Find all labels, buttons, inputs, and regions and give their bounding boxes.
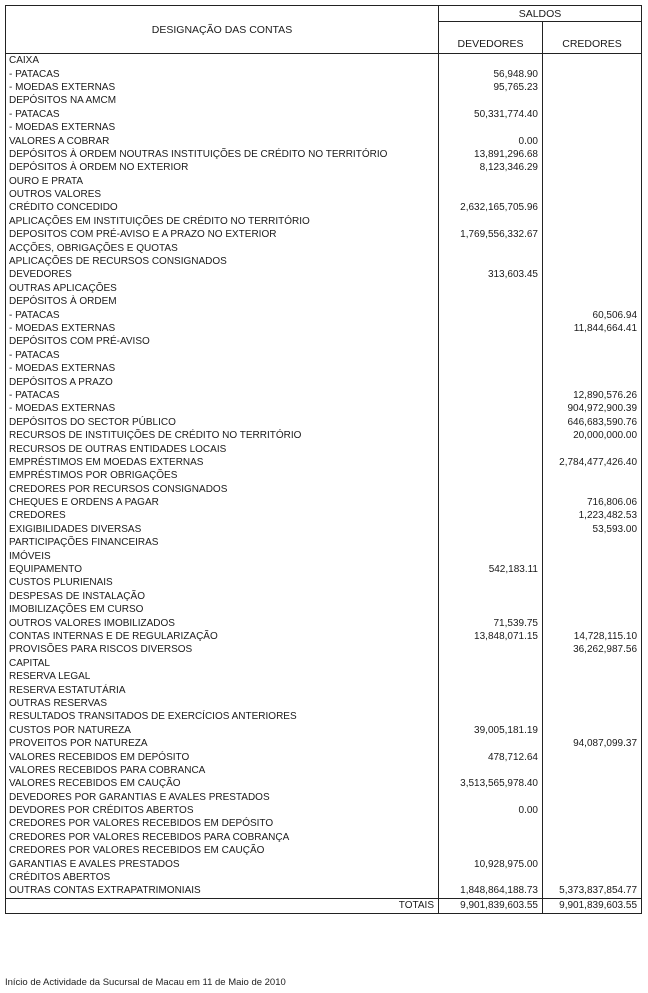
account-name: RESERVA ESTATUTÁRIA: [6, 683, 439, 696]
account-name: APLICAÇÕES DE RECURSOS CONSIGNADOS: [6, 255, 439, 268]
credit-value: [543, 857, 642, 870]
credit-value: [543, 483, 642, 496]
debit-value: [439, 282, 543, 295]
table-row: [6, 402, 642, 415]
credit-value: [543, 697, 642, 710]
credit-value: 11,844,664.41: [543, 322, 642, 335]
table-row: [6, 228, 642, 241]
account-name: CRÉDITO CONCEDIDO: [6, 201, 439, 214]
account-name: PARTICIPAÇÕES FINANCEIRAS: [6, 536, 439, 549]
account-name: DEPÓSITOS À ORDEM: [6, 295, 439, 308]
balance-sheet: [5, 5, 641, 914]
account-name: CREDORES POR VALORES RECEBIDOS PARA COBRANÇA: [6, 831, 439, 844]
credit-value: 60,506.94: [543, 308, 642, 321]
table-row: [6, 630, 642, 643]
debit-value: [439, 790, 543, 803]
credit-value: [543, 670, 642, 683]
debit-value: 313,603.45: [439, 268, 543, 281]
table-row: [6, 790, 642, 803]
debit-value: [439, 175, 543, 188]
debit-value: [439, 576, 543, 589]
account-name: RECURSOS DE INSTITUIÇÕES DE CRÉDITO NO TERRITÓRIO: [6, 429, 439, 442]
table-row: [6, 201, 642, 214]
debit-value: 13,848,071.15: [439, 630, 543, 643]
table-row: [6, 375, 642, 388]
credit-value: [543, 241, 642, 254]
debit-value: [439, 94, 543, 107]
table-row: [6, 335, 642, 348]
account-name: CREDORES POR VALORES RECEBIDOS EM CAUÇÃO: [6, 844, 439, 857]
credit-value: 2,784,477,426.40: [543, 456, 642, 469]
account-name: DEPÓSITOS NA AMCM: [6, 94, 439, 107]
table-row: [6, 175, 642, 188]
credit-value: [543, 750, 642, 763]
credit-value: [543, 362, 642, 375]
credit-value: 94,087,099.37: [543, 737, 642, 750]
debit-value: 50,331,774.40: [439, 108, 543, 121]
account-name: CAPITAL: [6, 657, 439, 670]
credit-value: [543, 710, 642, 723]
credit-value: [543, 536, 642, 549]
debit-value: [439, 308, 543, 321]
table-row: [6, 804, 642, 817]
account-name: PROVEITOS POR NATUREZA: [6, 737, 439, 750]
account-name: EMPRÉSTIMOS POR OBRIGAÇÕES: [6, 469, 439, 482]
table-row: [6, 81, 642, 94]
account-name: IMÓVEIS: [6, 549, 439, 562]
table-row: [6, 576, 642, 589]
debit-value: [439, 389, 543, 402]
debit-value: 0.00: [439, 134, 543, 147]
debit-value: [439, 509, 543, 522]
debit-value: [439, 844, 543, 857]
credit-value: [543, 349, 642, 362]
table-row: [6, 683, 642, 696]
credit-value: [543, 175, 642, 188]
credit-value: [543, 67, 642, 80]
accounts-table: [5, 5, 642, 914]
account-name: - MOEDAS EXTERNAS: [6, 121, 439, 134]
debit-value: [439, 375, 543, 388]
table-row: [6, 483, 642, 496]
table-row: [6, 670, 642, 683]
debit-value: [439, 710, 543, 723]
debit-value: [439, 349, 543, 362]
table-row: [6, 67, 642, 80]
debit-value: [439, 442, 543, 455]
table-row: [6, 496, 642, 509]
table-row: [6, 108, 642, 121]
debit-value: 1,769,556,332.67: [439, 228, 543, 241]
account-name: CONTAS INTERNAS E DE REGULARIZAÇÃO: [6, 630, 439, 643]
credit-value: [543, 161, 642, 174]
debit-column-header: DEVEDORES: [439, 22, 543, 54]
debit-value: [439, 54, 543, 68]
credit-value: 53,593.00: [543, 523, 642, 536]
debit-value: [439, 549, 543, 562]
table-row: [6, 416, 642, 429]
debit-value: [439, 683, 543, 696]
account-name: CUSTOS POR NATUREZA: [6, 724, 439, 737]
debit-value: [439, 536, 543, 549]
debit-value: [439, 255, 543, 268]
account-name: - MOEDAS EXTERNAS: [6, 402, 439, 415]
account-name: DEPÓSITOS A PRAZO: [6, 375, 439, 388]
table-row: [6, 215, 642, 228]
account-name: - PATACAS: [6, 349, 439, 362]
table-row: [6, 121, 642, 134]
debit-value: [439, 871, 543, 884]
table-row: [6, 764, 642, 777]
table-row: [6, 549, 642, 562]
debit-value: [439, 590, 543, 603]
credit-value: [543, 94, 642, 107]
credit-value: [543, 844, 642, 857]
table-row: [6, 362, 642, 375]
account-name: DEVEDORES: [6, 268, 439, 281]
account-name: OUTROS VALORES IMOBILIZADOS: [6, 616, 439, 629]
debit-value: [439, 121, 543, 134]
debit-value: [439, 241, 543, 254]
table-row: [6, 148, 642, 161]
account-designation-header: DESIGNAÇÃO DAS CONTAS: [6, 6, 439, 54]
account-name: DEPÓSITOS COM PRÉ-AVISO: [6, 335, 439, 348]
debit-value: 2,632,165,705.96: [439, 201, 543, 214]
credit-value: [543, 817, 642, 830]
table-row: [6, 710, 642, 723]
account-name: VALORES RECEBIDOS EM DEPÓSITO: [6, 750, 439, 763]
debit-value: [439, 603, 543, 616]
account-name: ACÇÕES, OBRIGAÇÕES E QUOTAS: [6, 241, 439, 254]
account-name: APLICAÇÕES EM INSTITUIÇÕES DE CRÉDITO NO TERRITÓRIO: [6, 215, 439, 228]
debit-value: [439, 456, 543, 469]
table-row: [6, 616, 642, 629]
credit-value: [543, 121, 642, 134]
table-row: [6, 523, 642, 536]
table-row: [6, 643, 642, 656]
credit-value: [543, 282, 642, 295]
account-name: DEPÓSITOS À ORDEM NOUTRAS INSTITUIÇÕES DE CRÉDITO NO TERRITÓRIO: [6, 148, 439, 161]
debit-value: [439, 817, 543, 830]
table-row: [6, 308, 642, 321]
table-row: [6, 134, 642, 147]
totals-label: TOTAIS: [6, 898, 439, 913]
account-name: CREDORES POR VALORES RECEBIDOS EM DEPÓSITO: [6, 817, 439, 830]
account-name: EXIGIBILIDADES DIVERSAS: [6, 523, 439, 536]
credit-value: [543, 255, 642, 268]
credit-value: [543, 188, 642, 201]
debit-value: [439, 335, 543, 348]
table-row: [6, 94, 642, 107]
debit-value: 8,123,346.29: [439, 161, 543, 174]
credit-value: [543, 871, 642, 884]
credit-value: [543, 831, 642, 844]
credit-value: 20,000,000.00: [543, 429, 642, 442]
table-row: [6, 241, 642, 254]
credit-value: [543, 576, 642, 589]
balances-header: SALDOS: [439, 6, 642, 22]
account-name: OUTRAS CONTAS EXTRAPATRIMONIAIS: [6, 884, 439, 898]
account-name: DEPOSITOS COM PRÉ-AVISO E A PRAZO NO EXTERIOR: [6, 228, 439, 241]
account-name: CUSTOS PLURIENAIS: [6, 576, 439, 589]
account-name: CREDORES: [6, 509, 439, 522]
debit-value: [439, 416, 543, 429]
account-name: CHEQUES E ORDENS A PAGAR: [6, 496, 439, 509]
table-row: [6, 697, 642, 710]
debit-value: [439, 697, 543, 710]
credit-value: 716,806.06: [543, 496, 642, 509]
account-name: OURO E PRATA: [6, 175, 439, 188]
table-row: [6, 282, 642, 295]
debit-value: 95,765.23: [439, 81, 543, 94]
credit-value: 904,972,900.39: [543, 402, 642, 415]
footnote: Início de Actividade da Sucursal de Macau em 11 de Maio de 2010: [5, 977, 286, 988]
table-row: [6, 737, 642, 750]
debit-value: 56,948.90: [439, 67, 543, 80]
table-row: [6, 429, 642, 442]
credit-value: [543, 549, 642, 562]
debit-value: 39,005,181.19: [439, 724, 543, 737]
credit-value: [543, 108, 642, 121]
debit-value: [439, 469, 543, 482]
debit-value: 3,513,565,978.40: [439, 777, 543, 790]
account-name: VALORES RECEBIDOS EM CAUÇÃO: [6, 777, 439, 790]
table-row: [6, 817, 642, 830]
table-row: [6, 349, 642, 362]
credit-value: [543, 683, 642, 696]
account-name: RESULTADOS TRANSITADOS DE EXERCÍCIOS ANTERIORES: [6, 710, 439, 723]
table-row: [6, 161, 642, 174]
debit-value: 13,891,296.68: [439, 148, 543, 161]
credit-value: [543, 295, 642, 308]
debit-value: [439, 402, 543, 415]
credit-value: [543, 54, 642, 68]
table-row: [6, 844, 642, 857]
debit-value: [439, 188, 543, 201]
account-name: DEVEDORES POR GARANTIAS E AVALES PRESTADOS: [6, 790, 439, 803]
debit-value: [439, 496, 543, 509]
table-row: [6, 590, 642, 603]
credit-value: 36,262,987.56: [543, 643, 642, 656]
account-name: DESPESAS DE INSTALAÇÃO: [6, 590, 439, 603]
debit-value: [439, 215, 543, 228]
account-name: EQUIPAMENTO: [6, 563, 439, 576]
credit-value: 5,373,837,854.77: [543, 884, 642, 898]
account-name: PROVISÕES PARA RISCOS DIVERSOS: [6, 643, 439, 656]
account-name: DEPÓSITOS À ORDEM NO EXTERIOR: [6, 161, 439, 174]
debit-value: [439, 764, 543, 777]
account-name: - MOEDAS EXTERNAS: [6, 81, 439, 94]
credit-value: [543, 804, 642, 817]
debit-value: [439, 429, 543, 442]
account-rows: [6, 54, 642, 899]
table-row: [6, 268, 642, 281]
debit-value: 10,928,975.00: [439, 857, 543, 870]
account-name: OUTRAS APLICAÇÕES: [6, 282, 439, 295]
debit-value: 71,539.75: [439, 616, 543, 629]
account-name: - MOEDAS EXTERNAS: [6, 362, 439, 375]
table-row: [6, 724, 642, 737]
credit-column-header: CREDORES: [543, 22, 642, 54]
account-name: IMOBILIZAÇÕES EM CURSO: [6, 603, 439, 616]
account-name: CREDORES POR RECURSOS CONSIGNADOS: [6, 483, 439, 496]
debit-value: 542,183.11: [439, 563, 543, 576]
debit-value: [439, 523, 543, 536]
account-name: RECURSOS DE OUTRAS ENTIDADES LOCAIS: [6, 442, 439, 455]
table-row: [6, 857, 642, 870]
account-name: CRÉDITOS ABERTOS: [6, 871, 439, 884]
credit-value: [543, 148, 642, 161]
credit-value: [543, 215, 642, 228]
table-row: [6, 536, 642, 549]
debit-value: [439, 322, 543, 335]
table-row: [6, 777, 642, 790]
table-row: [6, 322, 642, 335]
debit-value: 478,712.64: [439, 750, 543, 763]
credit-value: [543, 268, 642, 281]
table-row: [6, 884, 642, 898]
table-row: [6, 509, 642, 522]
account-name: - PATACAS: [6, 108, 439, 121]
credit-value: [543, 790, 642, 803]
account-name: - PATACAS: [6, 67, 439, 80]
debit-value: [439, 295, 543, 308]
debit-value: [439, 831, 543, 844]
credit-value: [543, 657, 642, 670]
table-row: [6, 871, 642, 884]
credit-value: [543, 777, 642, 790]
credit-value: [543, 724, 642, 737]
credit-value: 646,683,590.76: [543, 416, 642, 429]
credit-value: 12,890,576.26: [543, 389, 642, 402]
credit-value: [543, 228, 642, 241]
totals-row: [6, 898, 642, 913]
debit-value: [439, 643, 543, 656]
totals-debit: 9,901,839,603.55: [439, 898, 543, 913]
table-row: [6, 469, 642, 482]
credit-value: [543, 563, 642, 576]
credit-value: [543, 375, 642, 388]
account-name: - MOEDAS EXTERNAS: [6, 322, 439, 335]
table-row: [6, 831, 642, 844]
credit-value: 1,223,482.53: [543, 509, 642, 522]
account-name: VALORES A COBRAR: [6, 134, 439, 147]
account-name: OUTRAS RESERVAS: [6, 697, 439, 710]
table-row: [6, 442, 642, 455]
debit-value: [439, 362, 543, 375]
account-name: OUTROS VALORES: [6, 188, 439, 201]
account-name: RESERVA LEGAL: [6, 670, 439, 683]
table-row: [6, 255, 642, 268]
account-name: EMPRÉSTIMOS EM MOEDAS EXTERNAS: [6, 456, 439, 469]
credit-value: [543, 335, 642, 348]
debit-value: 1,848,864,188.73: [439, 884, 543, 898]
table-row: [6, 54, 642, 68]
debit-value: 0.00: [439, 804, 543, 817]
debit-value: [439, 657, 543, 670]
table-row: [6, 563, 642, 576]
account-name: DEVDORES POR CRÉDITOS ABERTOS: [6, 804, 439, 817]
table-row: [6, 750, 642, 763]
credit-value: [543, 603, 642, 616]
account-name: DEPÓSITOS DO SECTOR PÚBLICO: [6, 416, 439, 429]
account-name: - PATACAS: [6, 308, 439, 321]
account-name: GARANTIAS E AVALES PRESTADOS: [6, 857, 439, 870]
totals-credit: 9,901,839,603.55: [543, 898, 642, 913]
account-name: VALORES RECEBIDOS PARA COBRANCA: [6, 764, 439, 777]
table-row: [6, 603, 642, 616]
debit-value: [439, 737, 543, 750]
credit-value: [543, 201, 642, 214]
debit-value: [439, 670, 543, 683]
table-row: [6, 295, 642, 308]
account-name: CAIXA: [6, 54, 439, 68]
credit-value: [543, 134, 642, 147]
credit-value: [543, 590, 642, 603]
table-row: [6, 456, 642, 469]
table-row: [6, 657, 642, 670]
credit-value: 14,728,115.10: [543, 630, 642, 643]
table-row: [6, 188, 642, 201]
credit-value: [543, 442, 642, 455]
credit-value: [543, 469, 642, 482]
credit-value: [543, 764, 642, 777]
account-name: - PATACAS: [6, 389, 439, 402]
credit-value: [543, 81, 642, 94]
table-row: [6, 389, 642, 402]
debit-value: [439, 483, 543, 496]
credit-value: [543, 616, 642, 629]
